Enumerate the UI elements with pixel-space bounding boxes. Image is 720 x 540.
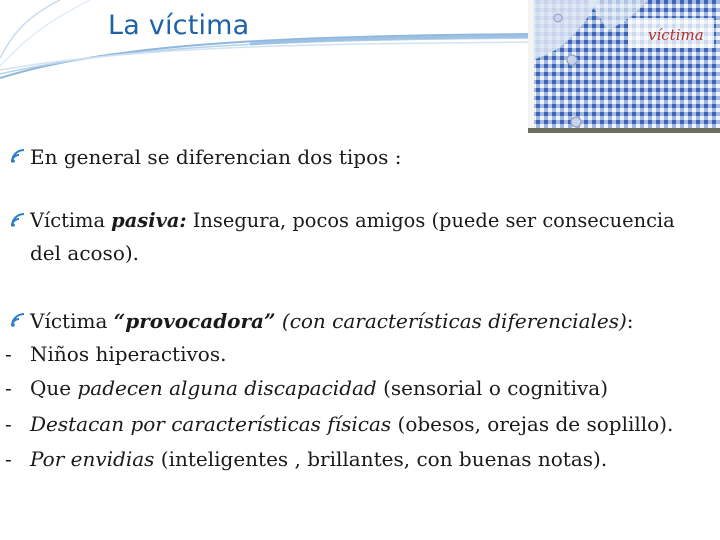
provocative-term: “provocadora” bbox=[113, 309, 276, 333]
slide-body: En general se diferencian dos tipos : Víctima pasiva: Insegura, pocos amigos (puede ser consecuencia del acoso). Víctima “provocadora” (con características diferenciales): - Niños hiperactivos. - Que padecen alguna discapacidad (sensorial o cognitiva) - Destacan por características físicas (obesos, orejas de soplillo). - Por envidias (inteligentes , brillantes, con buenas notas). bbox=[5, 145, 675, 471]
slide-title: La víctima bbox=[108, 10, 250, 41]
intro-text: En general se diferencian dos tipos : bbox=[30, 145, 402, 169]
passive-victim-continuation: del acoso). bbox=[30, 241, 140, 265]
wifi-arc-bullet-icon bbox=[8, 146, 28, 166]
provocative-victim-text: Víctima “provocadora” (con características diferenciales): bbox=[30, 309, 634, 333]
passive-victim-text: Víctima pasiva: Insegura, pocos amigos (puede ser consecuencia bbox=[30, 209, 675, 232]
wifi-arc-bullet-icon bbox=[8, 310, 28, 330]
passive-term: pasiva: bbox=[111, 209, 187, 232]
photo-label: víctima bbox=[648, 26, 704, 44]
wifi-arc-bullet-icon bbox=[8, 210, 28, 230]
